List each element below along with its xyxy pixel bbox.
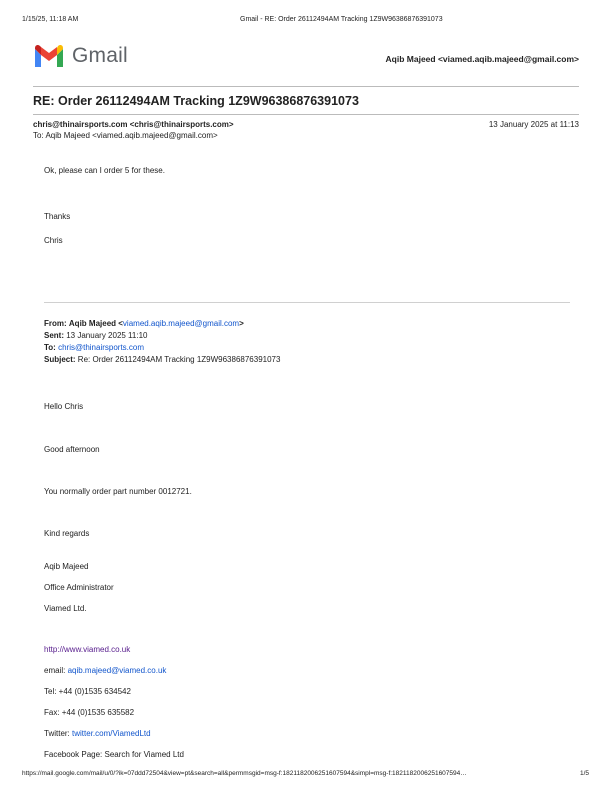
signature-name: Aqib Majeed <box>44 562 89 571</box>
gmail-logo-icon <box>33 45 65 69</box>
quoted-sent: Sent: 13 January 2025 11:10 <box>44 331 148 340</box>
signature-title: Office Administrator <box>44 583 114 592</box>
gmail-logo-text: Gmail <box>72 44 128 67</box>
quoted-closing: Kind regards <box>44 529 90 538</box>
message-subject: RE: Order 26112494AM Tracking 1Z9W96386876391073 <box>33 94 359 108</box>
message-date: 13 January 2025 at 11:13 <box>488 120 579 129</box>
signature-email-link[interactable]: aqib.majeed@viamed.co.uk <box>67 666 167 675</box>
signature-twitter-link[interactable]: twitter.com/ViamedLtd <box>72 729 151 738</box>
quoted-greeting: Hello Chris <box>44 402 84 411</box>
subject-divider <box>33 114 579 115</box>
signature-company: Viamed Ltd. <box>44 604 87 613</box>
body-line-3: Chris <box>44 236 63 245</box>
signature-website-link[interactable]: http://www.viamed.co.uk <box>44 645 131 654</box>
quoted-line-2: Good afternoon <box>44 445 100 454</box>
body-line-1: Ok, please can I order 5 for these. <box>44 166 165 175</box>
body-line-2: Thanks <box>44 212 71 221</box>
signature-tel: Tel: +44 (0)1535 634542 <box>44 687 131 696</box>
signature-email: email: aqib.majeed@viamed.co.uk <box>44 666 167 675</box>
print-title: Gmail - RE: Order 26112494AM Tracking 1Z9W96386876391073 <box>240 16 443 23</box>
message-to: To: Aqib Majeed <viamed.aqib.majeed@gmail.com> <box>33 131 218 140</box>
quoted-subject: Subject: Re: Order 26112494AM Tracking 1Z9W96386876391073 <box>44 355 281 364</box>
quoted-to-email-link[interactable]: chris@thinairsports.com <box>58 343 144 352</box>
print-footer-url: https://mail.google.com/mail/u/0/?ik=07ddd72504&view=pt&search=all&permmsgid=msg-f:1821182006251607594&simpl=msg-f:1821182006251607594… <box>22 770 467 777</box>
account-identity: Aqib Majeed <viamed.aqib.majeed@gmail.com> <box>385 54 579 64</box>
quoted-to: To: chris@thinairsports.com <box>44 343 144 352</box>
print-datetime: 1/15/25, 11:18 AM <box>22 16 79 23</box>
quoted-from-email-link[interactable]: viamed.aqib.majeed@gmail.com <box>122 319 240 328</box>
message-from: chris@thinairsports.com <chris@thinairsports.com> <box>33 120 234 129</box>
signature-facebook: Facebook Page: Search for Viamed Ltd <box>44 750 184 759</box>
header-divider <box>33 86 579 87</box>
quoted-from: From: Aqib Majeed <viamed.aqib.majeed@gmail.com> <box>44 319 244 328</box>
print-page-number: 1/5 <box>579 770 589 777</box>
signature-fax: Fax: +44 (0)1535 635582 <box>44 708 135 717</box>
quoted-line-3: You normally order part number 0012721. <box>44 487 192 496</box>
quote-divider <box>44 302 570 303</box>
signature-twitter: Twitter: twitter.com/ViamedLtd <box>44 729 151 738</box>
